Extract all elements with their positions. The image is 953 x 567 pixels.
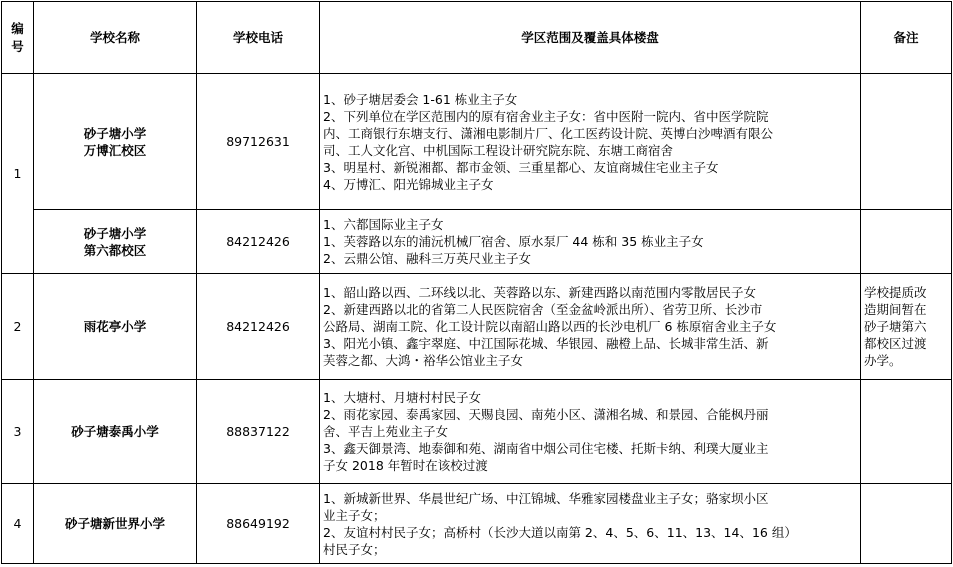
row-number: 4 bbox=[2, 484, 34, 564]
school-name: 砂子塘新世界小学 bbox=[34, 484, 197, 564]
row-number: 3 bbox=[2, 380, 34, 484]
row-number: 2 bbox=[2, 274, 34, 380]
remark bbox=[861, 380, 952, 484]
district-zone: 1、新城新世界、华晨世纪广场、中江锦城、华雅家园楼盘业主子女；骆家坝小区 业主子女； 2、友谊村村民子女；高桥村（长沙大道以南第 2、4、5、6、11、13、14、16 组） 村民子女； bbox=[320, 484, 861, 564]
school-phone: 84212426 bbox=[197, 274, 320, 380]
district-zone: 1、大塘村、月塘村村民子女 2、雨花家园、泰禹家园、天赐良园、南苑小区、潇湘名城、和景园、合能枫丹丽 舍、平吉上苑业主子女 3、鑫天御景湾、地泰御和苑、湖南省中烟公司住宅楼、托斯卡纳、利璞大厦业主 子女 2018 年暂时在该校过渡 bbox=[320, 380, 861, 484]
remark: 学校提质改 造期间暂在 砂子塘第六 都校区过渡 办学。 bbox=[861, 274, 952, 380]
header-phone: 学校电话 bbox=[197, 2, 320, 74]
table-row bbox=[2, 380, 952, 484]
remark bbox=[861, 210, 952, 274]
school-phone: 88837122 bbox=[197, 380, 320, 484]
school-name: 砂子塘小学 万博汇校区 bbox=[34, 74, 197, 210]
header-no: 编 号 bbox=[2, 2, 34, 74]
table-row bbox=[2, 210, 952, 274]
header-zone: 学区范围及覆盖具体楼盘 bbox=[320, 2, 861, 74]
row-number: 1 bbox=[2, 74, 34, 274]
district-zone: 1、砂子塘居委会 1-61 栋业主子女 2、下列单位在学区范围内的原有宿舍业主子女：省中医附一院内、省中医学院院 内、工商银行东塘支行、潇湘电影制片厂、化工医药设计院、英博白沙啤酒有限公 司、工人文化宫、中机国际工程设计研究院东院、东塘工商宿舍 3、明星村、新锐湘都、都市金领、三重星都心、友谊商城住宅业主子女 4、万博汇、阳光锦城业主子女 bbox=[320, 74, 861, 210]
header-row bbox=[2, 2, 952, 74]
header-school-name: 学校名称 bbox=[34, 2, 197, 74]
table-row bbox=[2, 74, 952, 210]
district-zone: 1、六都国际业主子女 1、芙蓉路以东的浦沅机械厂宿舍、原水泵厂 44 栋和 35 栋业主子女 2、云鼎公馆、融科三万英尺业主子女 bbox=[320, 210, 861, 274]
school-phone: 88649192 bbox=[197, 484, 320, 564]
remark bbox=[861, 484, 952, 564]
school-name: 雨花亭小学 bbox=[34, 274, 197, 380]
table-row bbox=[2, 484, 952, 564]
school-phone: 84212426 bbox=[197, 210, 320, 274]
district-zone: 1、韶山路以西、二环线以北、芙蓉路以东、新建西路以南范围内零散居民子女 2、新建西路以北的省第二人民医院宿舍（至金盆岭派出所）、省劳卫所、长沙市 公路局、湖南工院、化工设计院以南韶山路以西的长沙电机厂 6 栋原宿舍业主子女 3、阳光小镇、鑫宇翠庭、中江国际花城、华银园、融橙上品、长城非常生活、新 芙蓉之都、大鸿・裕华公馆业主子女 bbox=[320, 274, 861, 380]
school-phone: 89712631 bbox=[197, 74, 320, 210]
remark bbox=[861, 74, 952, 210]
school-name: 砂子塘泰禹小学 bbox=[34, 380, 197, 484]
header-remark: 备注 bbox=[861, 2, 952, 74]
school-name: 砂子塘小学 第六都校区 bbox=[34, 210, 197, 274]
school-district-table bbox=[1, 1, 952, 564]
table-row bbox=[2, 274, 952, 380]
